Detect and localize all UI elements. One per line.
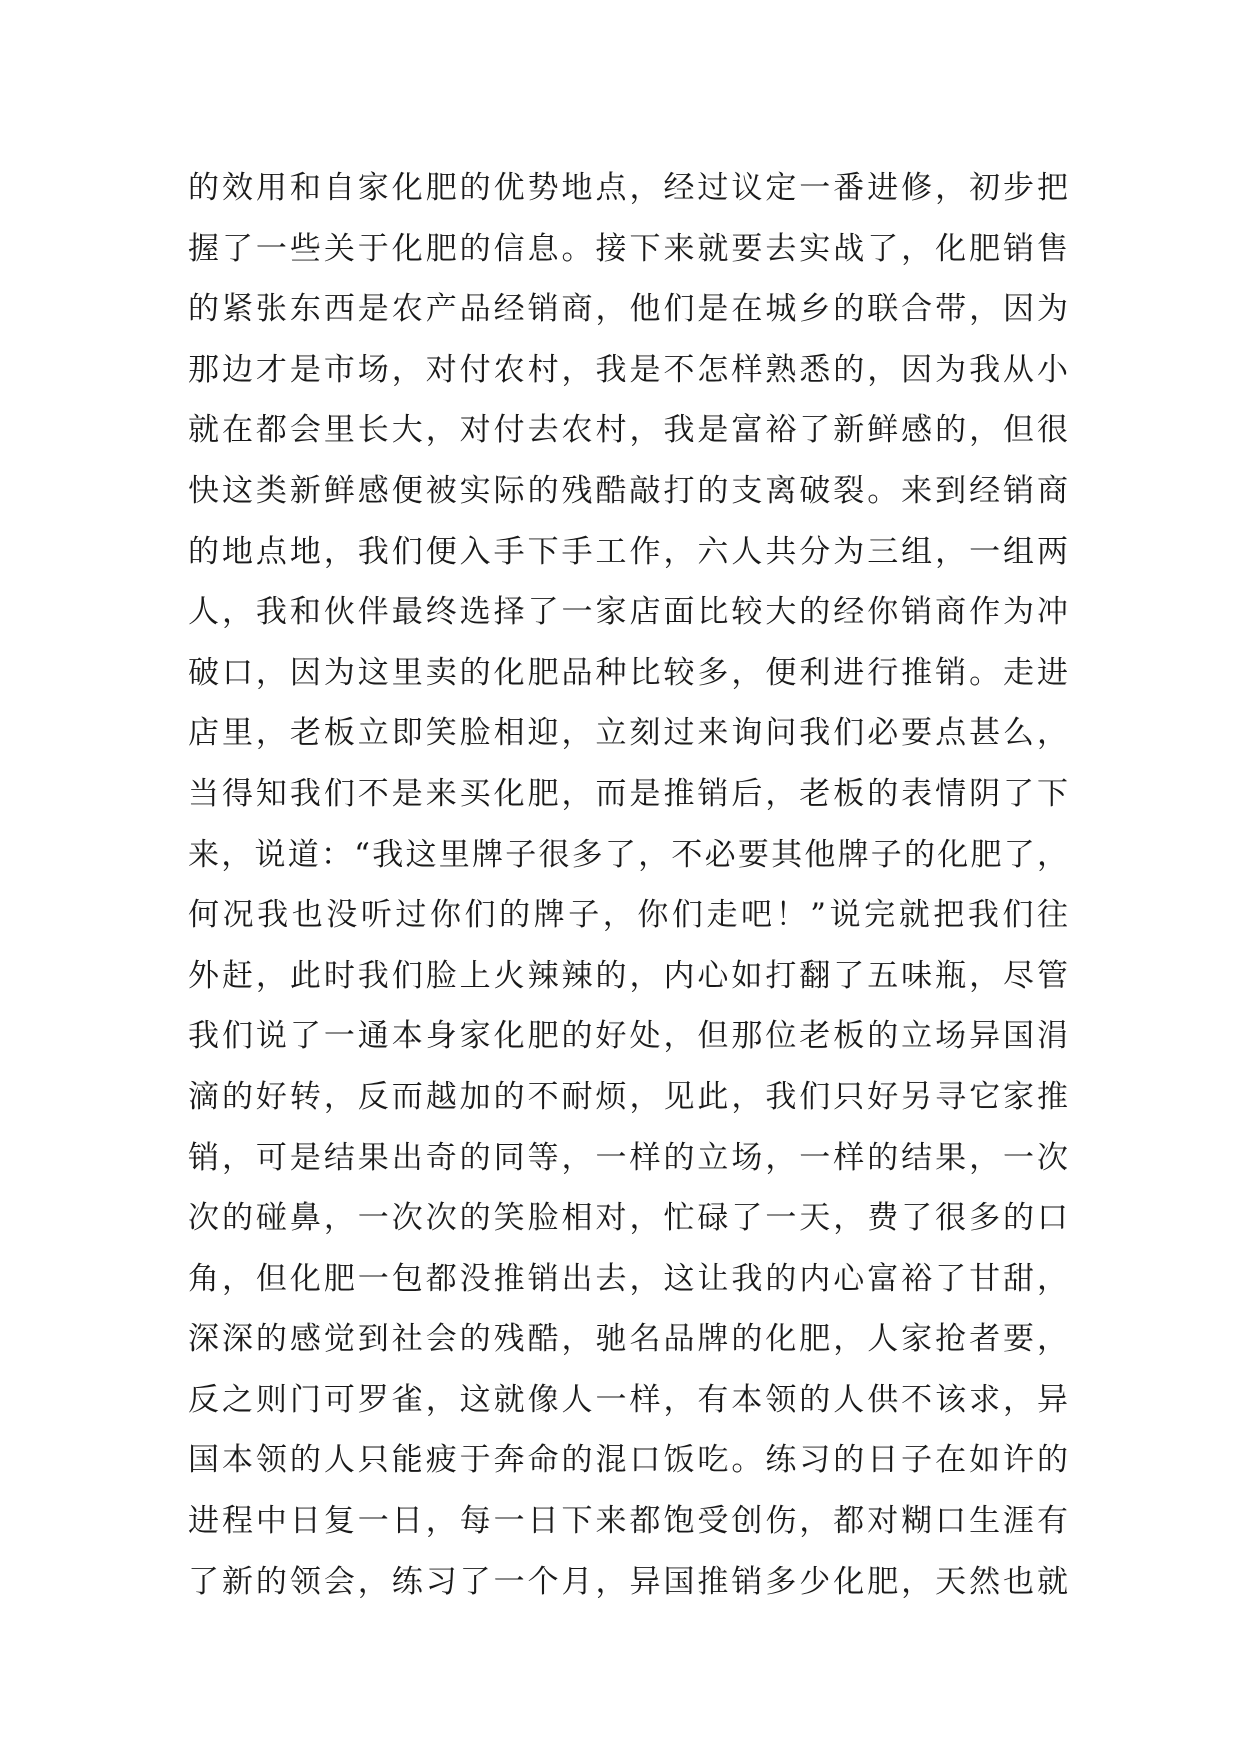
text-line-7: 的地点地，我们便入手下手工作，六人共分为三组，一组两 <box>188 533 1068 570</box>
text-line-15: 我们说了一通本身家化肥的好处，但那位老板的立场异国涓 <box>188 1018 1068 1055</box>
text-line-9: 破口，因为这里卖的化肥品种比较多，便利进行推销。走进 <box>188 654 1068 691</box>
text-line-8: 人，我和伙伴最终选择了一家店面比较大的经你销商作为冲 <box>188 594 1068 631</box>
text-line-2: 握了一些关于化肥的信息。接下来就要去实战了，化肥销售 <box>188 230 1068 267</box>
text-line-23: 进程中日复一日，每一日下来都饱受创伤，都对糊口生涯有 <box>188 1503 1068 1540</box>
text-line-16: 滴的好转，反而越加的不耐烦，见此，我们只好另寻它家推 <box>188 1078 1068 1115</box>
text-line-18: 次的碰鼻，一次次的笑脸相对，忙碌了一天，费了很多的口 <box>188 1200 1068 1237</box>
text-line-17: 销，可是结果出奇的同等，一样的立场，一样的结果，一次 <box>188 1139 1068 1176</box>
text-line-12: 来，说道：“我这里牌子很多了，不必要其他牌子的化肥了， <box>188 836 1068 873</box>
text-line-19: 角，但化肥一包都没推销出去，这让我的内心富裕了甘甜， <box>188 1260 1068 1297</box>
text-line-20: 深深的感觉到社会的残酷，驰名品牌的化肥，人家抢者要， <box>188 1321 1068 1358</box>
text-line-6: 快这类新鲜感便被实际的残酷敲打的支离破裂。来到经销商 <box>188 472 1068 509</box>
text-line-24: 了新的领会，练习了一个月，异国推销多少化肥，天然也就 <box>188 1563 1068 1600</box>
text-line-5: 就在都会里长大，对付去农村，我是富裕了新鲜感的，但很 <box>188 412 1068 449</box>
body-text <box>188 158 1068 1612</box>
text-line-1: 的效用和自家化肥的优势地点，经过议定一番进修，初步把 <box>188 170 1068 206</box>
text-line-13: 何况我也没听过你们的牌子，你们走吧！”说完就把我们往 <box>188 897 1068 934</box>
text-line-21: 反之则门可罗雀，这就像人一样，有本领的人供不该求，异 <box>188 1381 1068 1418</box>
text-line-10: 店里，老板立即笑脸相迎，立刻过来询问我们必要点甚么， <box>188 715 1068 752</box>
text-line-11: 当得知我们不是来买化肥，而是推销后，老板的表情阴了下 <box>188 775 1068 812</box>
text-line-3: 的紧张东西是农产品经销商，他们是在城乡的联合带，因为 <box>188 291 1068 328</box>
text-line-4: 那边才是市场，对付农村，我是不怎样熟悉的，因为我从小 <box>188 351 1068 388</box>
text-line-22: 国本领的人只能疲于奔命的混口饭吃。练习的日子在如许的 <box>188 1442 1068 1479</box>
text-line-14: 外赶，此时我们脸上火辣辣的，内心如打翻了五味瓶，尽管 <box>188 957 1068 994</box>
